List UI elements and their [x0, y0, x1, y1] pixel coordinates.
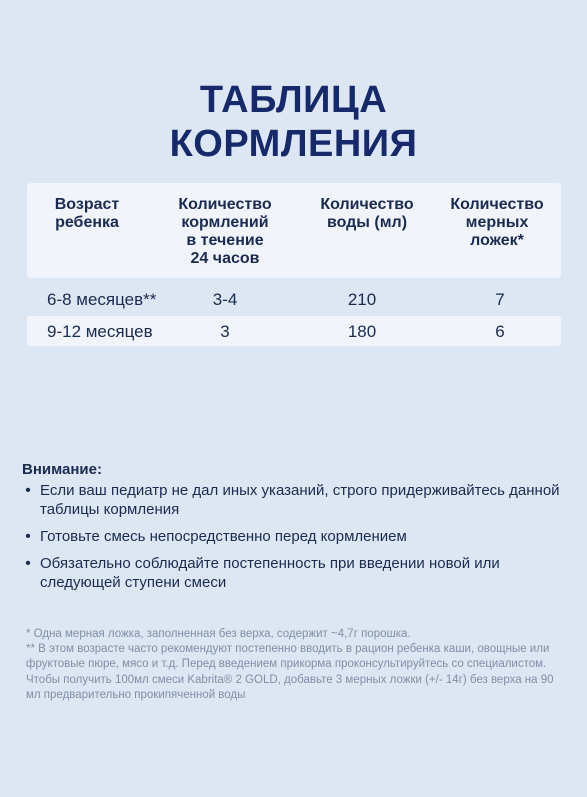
title-line-1: ТАБЛИЦА: [199, 79, 388, 121]
table-header: [27, 183, 561, 278]
footnote-age: ** В этом возрасте часто рекомендуют постепенно вводить в рацион ребенка каши, овощные или фруктовые пюре, мясо и т.д. Перед введением прикорма проконсультируйтесь со специалистом.: [26, 643, 550, 670]
header-spoons: Количество мерных ложек*: [450, 196, 544, 249]
list-item: [22, 527, 562, 546]
cell-water: 210: [347, 290, 377, 309]
footnotes: [26, 627, 561, 703]
list-item-text: Готовьте смесь непосредственно перед кормлением: [40, 528, 407, 545]
cell-age: 6-8 месяцев**: [47, 290, 157, 309]
list-item: [22, 481, 562, 519]
header-water: Количество воды (мл): [320, 196, 414, 231]
bullet-dot-icon: •: [25, 555, 31, 572]
bullet-dot-icon: •: [25, 528, 31, 545]
attention-block: [22, 461, 562, 600]
cell-water: 180: [347, 322, 377, 341]
footnote-preparation: Чтобы получить 100мл смеси Kabrita® 2 GOLD, добавьте 3 мерных ложки (+/- 14г) без верха на 90 мл предварительно прокипяченной воды: [26, 674, 554, 701]
table-row: [27, 284, 561, 314]
cell-age: 9-12 месяцев: [47, 322, 153, 341]
header-feedings: Количество кормлений в течение 24 часов: [178, 196, 272, 267]
list-item-text: Если ваш педиатр не дал иных указаний, строго придерживайтесь данной таблицы кормления: [40, 482, 560, 518]
cell-spoons: 6: [495, 322, 505, 341]
footnote-spoon: * Одна мерная ложка, заполненная без верха, содержит ~4,7г порошка.: [26, 628, 411, 640]
title-line-2: КОРМЛЕНИЯ: [169, 123, 418, 165]
list-item-text: Обязательно соблюдайте постепенность при введении новой или следующей ступени смеси: [40, 555, 500, 591]
cell-feedings: 3: [220, 322, 230, 341]
page-title: [0, 78, 587, 166]
header-age: Возраст ребенка: [54, 196, 120, 231]
cell-spoons: 7: [495, 290, 505, 309]
attention-title: Внимание:: [22, 461, 102, 478]
list-item: [22, 554, 562, 592]
cell-feedings: 3-4: [212, 290, 238, 309]
table-row: [27, 316, 561, 346]
bullet-dot-icon: •: [25, 482, 31, 499]
